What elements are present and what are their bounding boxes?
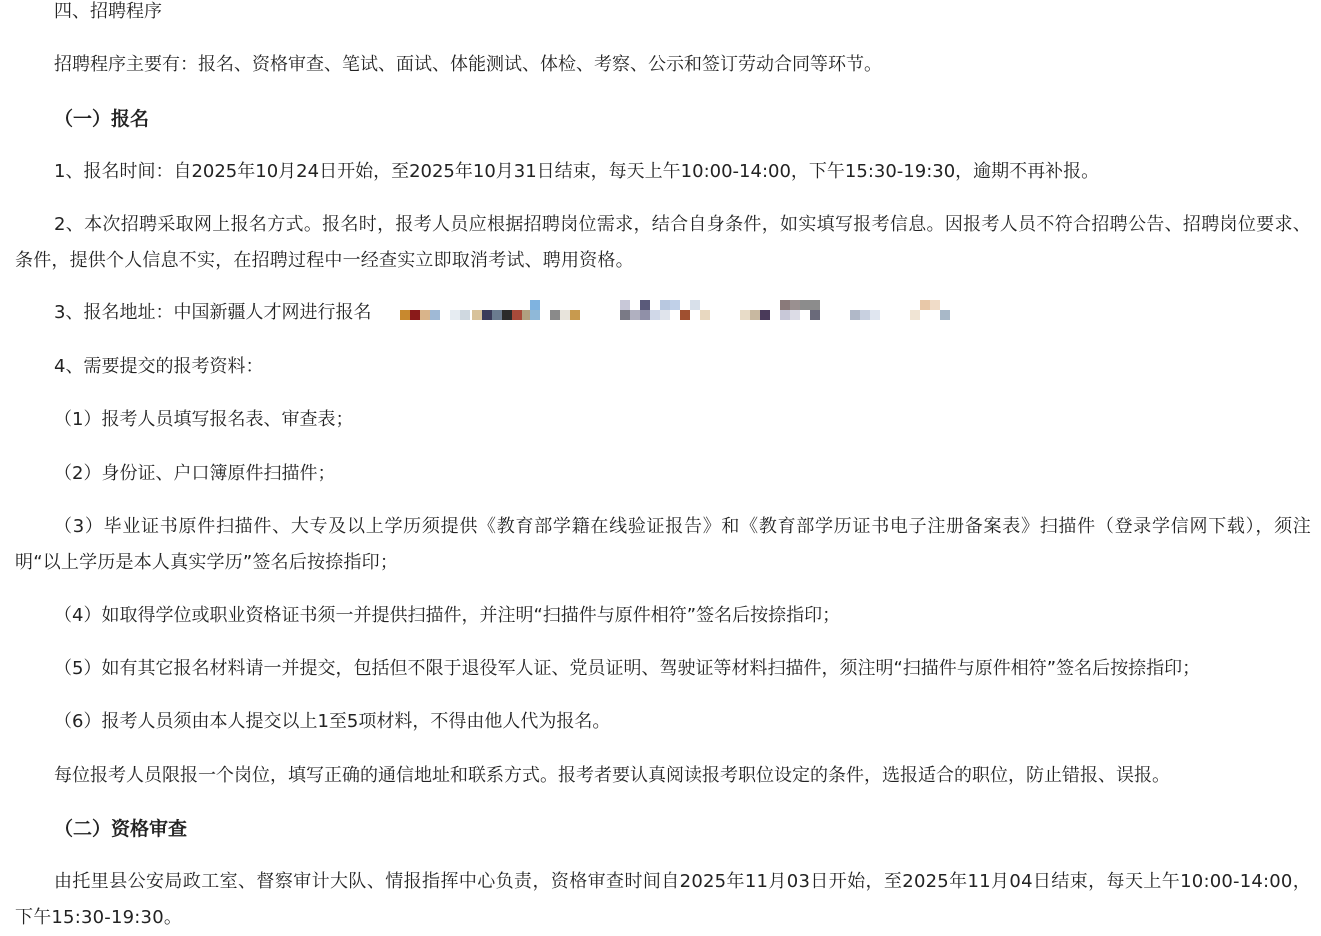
section-heading: 四、招聘程序 — [54, 1, 162, 22]
item-registration-method: 2、本次招聘采取网上报名方式。报名时，报考人员应根据招聘岗位需求，结合自身条件，如实填写报考信息。因报考人员不符合招聘公告、招聘岗位要求、条件，提供个人信息不实，在招聘过程中一经查实立即取消考试、聘用资格。 — [15, 214, 1311, 271]
sub-item-2: （2）身份证、户口簿原件扫描件； — [54, 463, 336, 484]
review-paragraph: 由托里县公安局政工室、督察审计大队、情报指挥中心负责，资格审查时间自2025年11月03日开始，至2025年11月04日结束，每天上午10:00-14:00，下午15:30-19:30。 — [15, 871, 1311, 928]
item-required-materials: 4、需要提交的报考资料： — [54, 356, 264, 377]
subsection-heading-review: （二）资格审查 — [54, 818, 188, 840]
intro-paragraph: 招聘程序主要有：报名、资格审查、笔试、面试、体能测试、体检、考察、公示和签订劳动合同等环节。 — [54, 54, 882, 75]
sub-item-1: （1）报考人员填写报名表、审查表； — [54, 409, 354, 430]
item-registration-time: 1、报名时间：自2025年10月24日开始，至2025年10月31日结束，每天上午10:00-14:00，下午15:30-19:30，逾期不再补报。 — [54, 161, 1100, 182]
subsection-heading-registration: （一）报名 — [54, 108, 150, 130]
item-registration-address: 3、报名地址：中国新疆人才网进行报名 — [54, 302, 372, 323]
sub-item-3: （3）毕业证书原件扫描件、大专及以上学历须提供《教育部学籍在线验证报告》和《教育部学历证书电子注册备案表》扫描件（登录学信网下载），须注明“以上学历是本人真实学历”签名后按捺指印； — [15, 516, 1311, 573]
sub-item-5: （5）如有其它报名材料请一并提交，包括但不限于退役军人证、党员证明、驾驶证等材料扫描件，须注明“扫描件与原件相符”签名后按捺指印； — [54, 658, 1201, 679]
sub-item-4: （4）如取得学位或职业资格证书须一并提供扫描件，并注明“扫描件与原件相符”签名后按捺指印； — [54, 605, 841, 626]
sub-item-6: （6）报考人员须由本人提交以上1至5项材料，不得由他人代为报名。 — [54, 711, 611, 732]
redacted-url-mosaic — [400, 300, 960, 322]
note-paragraph: 每位报考人员限报一个岗位，填写正确的通信地址和联系方式。报考者要认真阅读报考职位设定的条件，选报适合的职位，防止错报、误报。 — [54, 765, 1170, 786]
